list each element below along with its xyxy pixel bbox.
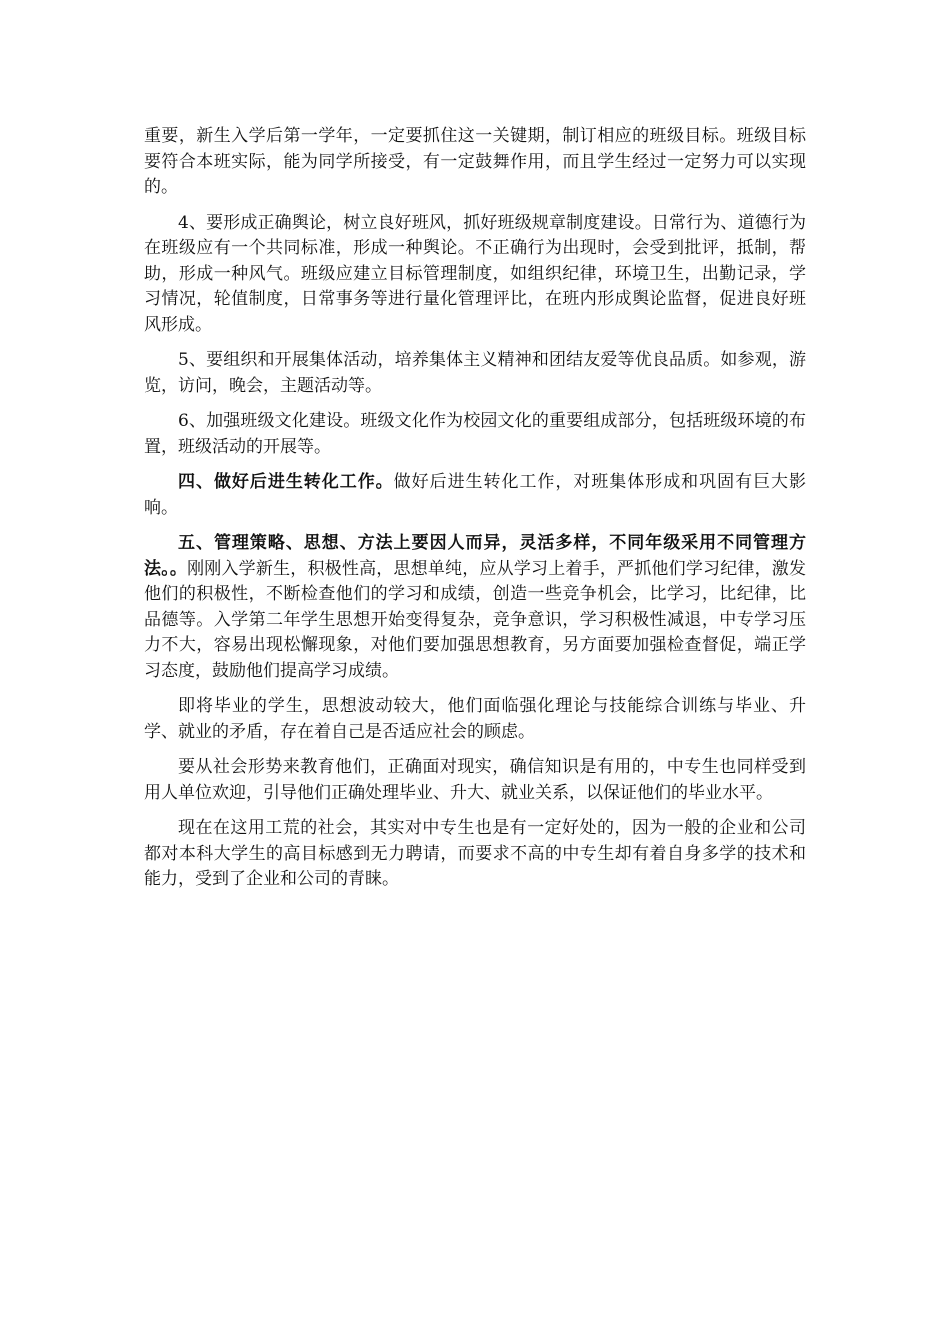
section-heading: 五、管理策略、思想、方法上要因人而异，灵活多样，不同年级采用不同管理方法。。 <box>144 533 806 579</box>
paragraph-text: 做好后进生转化工作，对班集体形成和巩固有巨大影响。 <box>144 472 807 518</box>
paragraph-text: 重要，新生入学后第一学年，一定要抓住这一关键期，制订相应的班级目标。班级目标要符合本班实际，能为同学所接受，有一定鼓舞作用，而且学生经过一定努力可以实现的。 <box>144 126 806 197</box>
paragraph-text: 刚刚入学新生，积极性高，思想单纯，应从学习上着手，严抓他们学习纪律，激发他们的积极性，不断检查他们的学习和成绩，创造一些竞争机会，比学习，比纪律，比品德等。入学第二年学生思想开始变得复杂，竞争意识，学习积极性减退，中专学习压力不大，容易出现松懈现象，对他们要加强思想教育，另方面要加强检查督促，端正学习态度，鼓励他们提高学习成绩。 <box>144 558 806 681</box>
paragraph-graduating-students <box>144 694 806 745</box>
paragraph-section-5 <box>144 531 806 684</box>
paragraph-text: 6、加强班级文化建设。班级文化作为校园文化的重要组成部分，包括班级环境的布置，班级活动的开展等。 <box>144 411 806 457</box>
paragraph-item-6 <box>144 409 806 460</box>
paragraph-text: 5、要组织和开展集体活动，培养集体主义精神和团结友爱等优良品质。如参观，游览，访问，晚会，主题活动等。 <box>144 350 806 396</box>
paragraph-item-4 <box>144 211 806 339</box>
paragraph-labor-shortage <box>144 816 806 893</box>
paragraph-text: 4、要形成正确舆论，树立良好班风，抓好班级规章制度建设。日常行为、道德行为在班级应有一个共同标准，形成一种舆论。不正确行为出现时，会受到批评，抵制，帮助，形成一种风气。班级应建立目标管理制度，如组织纪律，环境卫生，出勤记录，学习情况，轮值制度，日常事务等进行量化管理评比，在班内形成舆论监督，促进良好班风形成。 <box>144 212 806 335</box>
paragraph-class-goals <box>144 124 806 201</box>
document-body <box>144 124 806 903</box>
paragraph-text: 即将毕业的学生，思想波动较大，他们面临强化理论与技能综合训练与毕业、升学、就业的矛盾，存在着自己是否适应社会的顾虑。 <box>144 696 806 742</box>
paragraph-text: 要从社会形势来教育他们，正确面对现实，确信知识是有用的，中专生也同样受到用人单位欢迎，引导他们正确处理毕业、升大、就业关系，以保证他们的毕业水平。 <box>144 757 806 803</box>
paragraph-social-situation <box>144 755 806 806</box>
paragraph-section-4 <box>144 470 806 521</box>
paragraph-text: 现在在这用工荒的社会，其实对中专生也是有一定好处的，因为一般的企业和公司都对本科大学生的高目标感到无力聘请，而要求不高的中专生却有着自身多学的技术和能力，受到了企业和公司的青睐。 <box>144 818 806 889</box>
section-heading: 四、做好后进生转化工作。 <box>178 472 394 492</box>
paragraph-item-5 <box>144 348 806 399</box>
